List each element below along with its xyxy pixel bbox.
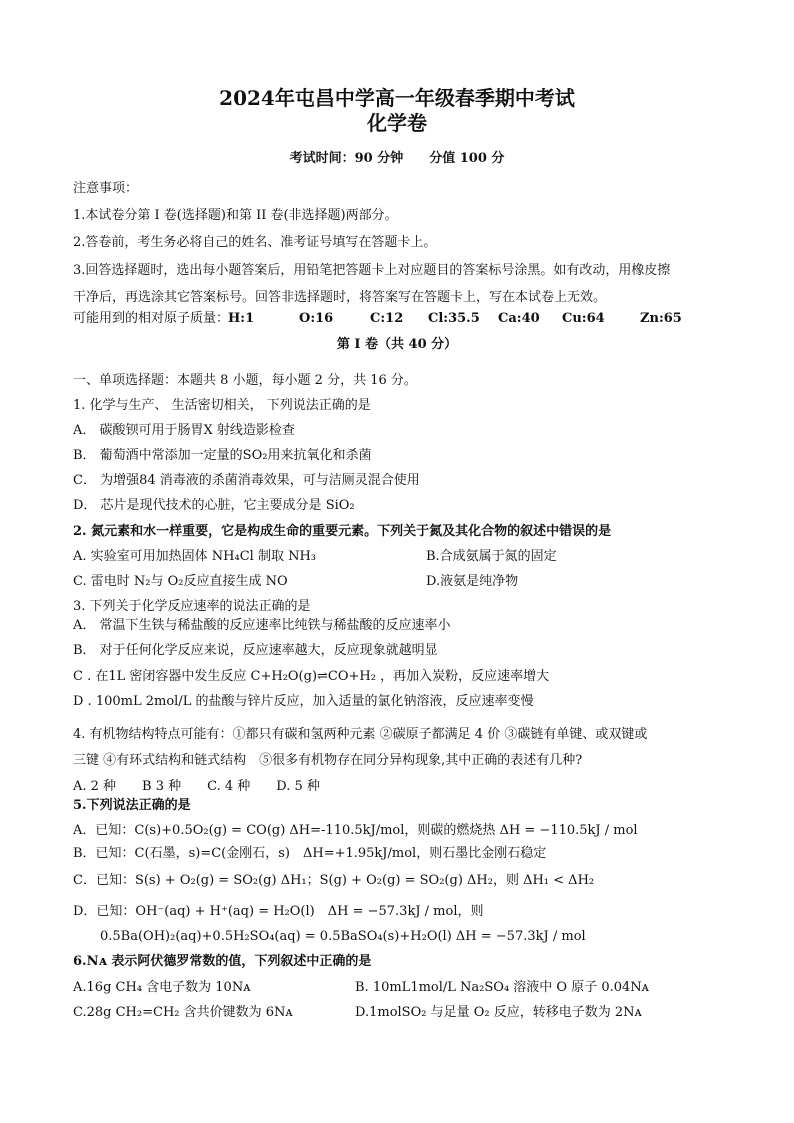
atomic-mass-h: H:1 xyxy=(228,311,255,326)
q1-option-c: C． 为增强84 消毒液的杀菌消毒效果，可与洁厕灵混合使用 xyxy=(73,473,420,488)
note-item: 1.本试卷分第 I 卷(选择题)和第 II 卷(非选择题)两部分。 xyxy=(73,208,398,223)
q5-option-c: C．已知：S(s) + O₂(g) = SO₂(g) ΔH₁；S(g) + O₂(g) = SO₂(g) ΔH₂，则 ΔH₁ < ΔH₂ xyxy=(73,873,595,888)
note-item: 2.答卷前，考生务必将自己的姓名、准考证号填写在答题卡上。 xyxy=(73,235,437,250)
q6-stem: 6.Nᴀ 表示阿伏德罗常数的值，下列叙述中正确的是 xyxy=(73,954,372,969)
atomic-mass-zn: Zn:65 xyxy=(640,311,682,326)
atomic-mass-cu: Cu:64 xyxy=(562,311,605,326)
q2-stem: 2. 氮元素和水一样重要，它是构成生命的重要元素。下列关于氮及其化合物的叙述中错误的是 xyxy=(73,524,612,539)
q4-stem-line1: 4. 有机物结构特点可能有：①都只有碳和氢两种元素 ②碳原子都满足 4 价 ③碳链有单键、或双键或 xyxy=(73,727,648,742)
q5-option-d-line2: 0.5Ba(OH)₂(aq)+0.5H₂SO₄(aq) = 0.5BaSO₄(s)+H₂O(l) ΔH = −57.3kJ / mol xyxy=(100,929,586,944)
q3-option-a: A． 常温下生铁与稀盐酸的反应速率比纯铁与稀盐酸的反应速率小 xyxy=(73,618,451,633)
atomic-mass-o: O:16 xyxy=(299,311,334,326)
q5-option-a: A．已知：C(s)+0.5O₂(g) = CO(g) ΔH=-110.5kJ/mol，则碳的燃烧热 ΔH = −110.5kJ / mol xyxy=(73,823,638,838)
q2-option-c: C. 雷电时 N₂与 O₂反应直接生成 NO xyxy=(73,574,288,589)
atomic-mass-cl: Cl:35.5 xyxy=(428,311,480,326)
part1-heading: 第 I 卷（共 40 分） xyxy=(336,337,458,352)
atomic-masses xyxy=(73,310,229,327)
exam-title: 2024年屯昌中学高一年级春季期中考试 xyxy=(219,86,575,110)
atomic-mass-ca: Ca:40 xyxy=(498,311,540,326)
q4-options: A. 2 种 B 3 种 C. 4 种 D. 5 种 xyxy=(73,779,320,794)
q6-option-b: B. 10mL1mol/L Na₂SO₄ 溶液中 O 原子 0.04Nᴀ xyxy=(355,980,650,995)
section-title: 一、单项选择题：本题共 8 小题，每小题 2 分，共 16 分。 xyxy=(73,373,417,388)
q3-stem: 3. 下列关于化学反应速率的说法正确的是 xyxy=(73,599,311,614)
q3-option-d: D . 100mL 2mol/L 的盐酸与锌片反应，加入适量的氯化钠溶液，反应速率变慢 xyxy=(73,694,534,709)
q1-option-d: D． 芯片是现代技术的心脏，它主要成分是 SiO₂ xyxy=(73,498,355,513)
q5-option-d-line1: D．已知：OH⁻(aq) + H⁺(aq) = H₂O(l) ΔH = −57.3kJ / mol，则 xyxy=(73,904,484,919)
q1-option-b: B． 葡萄酒中常添加一定量的SO₂用来抗氧化和杀菌 xyxy=(73,448,372,463)
note-item: 3.回答选择题时，选出每小题答案后，用铅笔把答题卡上对应题目的答案标号涂黑。如有改动，用橡皮擦 xyxy=(73,263,671,278)
q2-option-d: D.液氨是纯净物 xyxy=(426,574,519,589)
q6-option-c: C.28g CH₂=CH₂ 含共价键数为 6Nᴀ xyxy=(73,1005,293,1020)
q2-option-b: B.合成氨属于氮的固定 xyxy=(426,549,557,564)
q3-option-b: B． 对于任何化学反应来说，反应速率越大，反应现象就越明显 xyxy=(73,643,438,658)
q1-option-a: A． 碳酸钡可用于肠胃X 射线造影检查 xyxy=(73,423,295,438)
notes-heading: 注意事项： xyxy=(73,181,139,196)
exam-subtitle: 化学卷 xyxy=(367,111,427,135)
q5-stem: 5.下列说法正确的是 xyxy=(73,798,191,813)
q1-stem: 1. 化学与生产、 生活密切相关， 下列说法正确的是 xyxy=(73,398,371,413)
q3-option-c: C . 在1L 密闭容器中发生反应 C+H₂O(g)⇌CO+H₂ ，再加入炭粉，反应速率增大 xyxy=(73,669,550,684)
exam-info: 考试时间：90 分钟 分值 100 分 xyxy=(289,151,505,166)
q2-option-a: A. 实验室可用加热固体 NH₄Cl 制取 NH₃ xyxy=(73,549,317,564)
note-item: 干净后，再选涂其它答案标号。回答非选择题时，将答案写在答题卡上，写在本试卷上无效。 xyxy=(73,290,607,305)
q6-option-a: A.16g CH₄ 含电子数为 10Nᴀ xyxy=(73,980,251,995)
q4-stem-line2: 三键 ④有环式结构和链式结构 ⑤很多有机物存在同分异构现象,其中正确的表述有几种? xyxy=(73,753,583,768)
atomic-mass-c: C:12 xyxy=(370,311,404,326)
q5-option-b: B．已知：C(石墨，s)=C(金刚石，s) ΔH=+1.95kJ/mol，则石墨比金刚石稳定 xyxy=(73,846,547,861)
q6-option-d: D.1molSO₂ 与足量 O₂ 反应，转移电子数为 2Nᴀ xyxy=(355,1005,642,1020)
atomic-masses-label: 可能用到的相对原子质量： xyxy=(73,311,230,326)
